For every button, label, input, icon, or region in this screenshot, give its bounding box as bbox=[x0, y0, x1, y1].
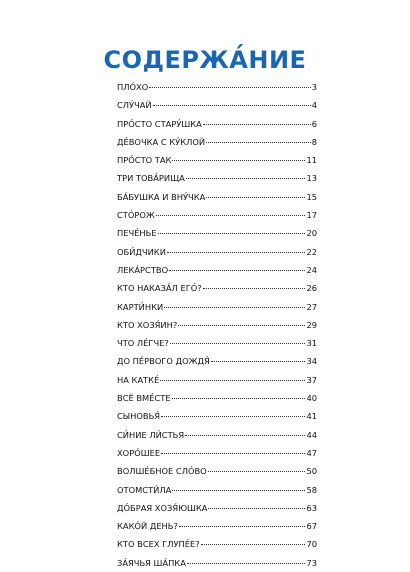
dot-leader bbox=[172, 490, 305, 491]
dot-leader bbox=[208, 508, 305, 509]
toc-page-number: 44 bbox=[306, 429, 317, 440]
toc-page-number: 15 bbox=[306, 191, 317, 202]
dot-leader bbox=[178, 325, 305, 326]
toc-entry-title: КАРТИ́НКИ bbox=[117, 301, 164, 312]
toc-entry-title: ПРО́СТО СТАРУ́ШКА bbox=[117, 118, 202, 129]
toc-entry-title: КАКО́Й ДЕНЬ? bbox=[117, 521, 178, 532]
toc-entry[interactable] bbox=[117, 517, 317, 535]
dot-leader bbox=[158, 233, 306, 234]
dot-leader bbox=[153, 105, 311, 106]
toc-entry[interactable] bbox=[117, 115, 317, 133]
toc-page-number: 63 bbox=[306, 502, 317, 513]
toc-entry-title: СЫНОВЬЯ́ bbox=[117, 411, 161, 422]
toc-entry-title: ХОРО́ШЕЕ bbox=[117, 447, 161, 458]
dot-leader bbox=[203, 124, 311, 125]
toc-entry[interactable] bbox=[117, 481, 317, 499]
toc-entry[interactable] bbox=[117, 407, 317, 425]
toc-entry-title: ПЕЧЕ́НЬЕ bbox=[117, 228, 157, 239]
toc-entry[interactable] bbox=[117, 133, 317, 151]
toc-entry[interactable] bbox=[117, 188, 317, 206]
dot-leader bbox=[170, 343, 306, 344]
toc-entry[interactable] bbox=[117, 334, 317, 352]
toc-page-number: 11 bbox=[306, 155, 317, 166]
toc-entry-title: НА КАТКЕ́ bbox=[117, 374, 160, 385]
toc-entry[interactable] bbox=[117, 169, 317, 187]
toc-page-number: 70 bbox=[306, 539, 317, 550]
toc-entry[interactable] bbox=[117, 535, 317, 553]
toc-page-number: 41 bbox=[306, 411, 317, 422]
toc-entry-title: ТРИ ТОВА́РИЩА bbox=[117, 173, 185, 184]
toc-entry-title: ПРО́СТО ТАК bbox=[117, 155, 172, 166]
toc-entry[interactable] bbox=[117, 389, 317, 407]
toc-page-number: 8 bbox=[311, 136, 317, 147]
toc-entry[interactable] bbox=[117, 243, 317, 261]
toc-page-number: 22 bbox=[306, 246, 317, 257]
toc-entry-title: КТО НАКАЗА́Л ЕГО́? bbox=[117, 283, 202, 294]
toc-page-number: 6 bbox=[311, 118, 317, 129]
dot-leader bbox=[160, 380, 305, 381]
dot-leader bbox=[172, 160, 305, 161]
toc-entry[interactable] bbox=[117, 96, 317, 114]
dot-leader bbox=[185, 435, 305, 436]
dot-leader bbox=[211, 361, 306, 362]
toc-entry-title: ЧТО ЛЕ́ГЧЕ? bbox=[117, 338, 169, 349]
toc-page-number: 26 bbox=[306, 283, 317, 294]
toc-entry-title: ВОЛШЕ́БНОЕ СЛО́ВО bbox=[117, 466, 207, 477]
toc-entry[interactable] bbox=[117, 554, 317, 572]
toc-entry-title: БА́БУШКА И ВНУ́ЧКА bbox=[117, 191, 206, 202]
dot-leader bbox=[201, 544, 306, 545]
toc-entry-title: КТО ХОЗЯ́ИН? bbox=[117, 319, 178, 330]
toc-page-number: 37 bbox=[306, 374, 317, 385]
toc-page-number: 24 bbox=[306, 264, 317, 275]
toc-entry-title: СЛУ́ЧАЙ bbox=[117, 100, 152, 111]
toc-entry-title: ДО ПЕ́РВОГО ДОЖДЯ́ bbox=[117, 356, 210, 367]
dot-leader bbox=[206, 197, 305, 198]
toc-entry-title: ДЕ́ВОЧКА С КУ́КЛОЙ bbox=[117, 136, 206, 147]
page-title: СОДЕРЖА́НИЕ bbox=[103, 46, 307, 74]
toc-entry-title: КТО ВСЕХ ГЛУПЕ́Е? bbox=[117, 539, 200, 550]
toc-entry-title: ЗА́ЯЧЬЯ ША́ПКА bbox=[117, 557, 186, 568]
dot-leader bbox=[167, 252, 306, 253]
toc-page-number: 47 bbox=[306, 447, 317, 458]
toc-entry[interactable] bbox=[117, 316, 317, 334]
toc-entry[interactable] bbox=[117, 261, 317, 279]
dot-leader bbox=[156, 215, 306, 216]
dot-leader bbox=[161, 416, 305, 417]
toc-page-number: 4 bbox=[311, 100, 317, 111]
toc-entry-title: СТО́РОЖ bbox=[117, 210, 155, 221]
toc-page-number: 20 bbox=[306, 228, 317, 239]
dot-leader bbox=[149, 87, 310, 88]
toc-entry[interactable] bbox=[117, 279, 317, 297]
toc-page-number: 40 bbox=[306, 393, 317, 404]
toc-entry-title: ПЛО́ХО bbox=[117, 82, 149, 92]
dot-leader bbox=[206, 142, 311, 143]
toc-entry[interactable] bbox=[117, 206, 317, 224]
toc-entry[interactable] bbox=[117, 298, 317, 316]
toc-page-number: 3 bbox=[311, 82, 317, 92]
dot-leader bbox=[161, 453, 305, 454]
dot-leader bbox=[172, 398, 306, 399]
toc-entry[interactable] bbox=[117, 499, 317, 517]
dot-leader bbox=[187, 563, 306, 564]
toc-entry[interactable] bbox=[117, 462, 317, 480]
toc-page-number: 73 bbox=[306, 557, 317, 568]
toc-page-number: 13 bbox=[306, 173, 317, 184]
toc-entry-title: СИ́НИЕ ЛИ́СТЬЯ bbox=[117, 429, 185, 440]
toc-page-number: 27 bbox=[306, 301, 317, 312]
toc-entry-title: ОБИ́ДЧИКИ bbox=[117, 246, 166, 257]
toc-entry[interactable] bbox=[117, 426, 317, 444]
dot-leader bbox=[208, 471, 306, 472]
toc-page-number: 34 bbox=[306, 356, 317, 367]
dot-leader bbox=[203, 288, 306, 289]
dot-leader bbox=[169, 270, 305, 271]
toc-entry[interactable] bbox=[117, 224, 317, 242]
toc-entry-title: ЛЕКА́РСТВО bbox=[117, 264, 169, 275]
toc-entry[interactable] bbox=[117, 151, 317, 169]
toc-page-number: 29 bbox=[306, 319, 317, 330]
dot-leader bbox=[164, 307, 305, 308]
toc-entry[interactable] bbox=[117, 352, 317, 370]
table-of-contents bbox=[117, 78, 317, 572]
toc-page-number: 31 bbox=[306, 338, 317, 349]
toc-page-number: 17 bbox=[306, 210, 317, 221]
dot-leader bbox=[186, 178, 306, 179]
toc-page-number: 50 bbox=[306, 466, 317, 477]
toc-page-number: 67 bbox=[306, 521, 317, 532]
dot-leader bbox=[179, 526, 306, 527]
toc-entry[interactable] bbox=[117, 371, 317, 389]
toc-entry-title: ОТОМСТИ́ЛА bbox=[117, 484, 172, 495]
toc-entry-title: ВСЁ ВМЕ́СТЕ bbox=[117, 393, 171, 404]
toc-entry-title: ДО́БРАЯ ХОЗЯ́ЮШКА bbox=[117, 502, 208, 513]
toc-page-number: 58 bbox=[306, 484, 317, 495]
toc-entry[interactable] bbox=[117, 78, 317, 96]
toc-entry[interactable] bbox=[117, 444, 317, 462]
